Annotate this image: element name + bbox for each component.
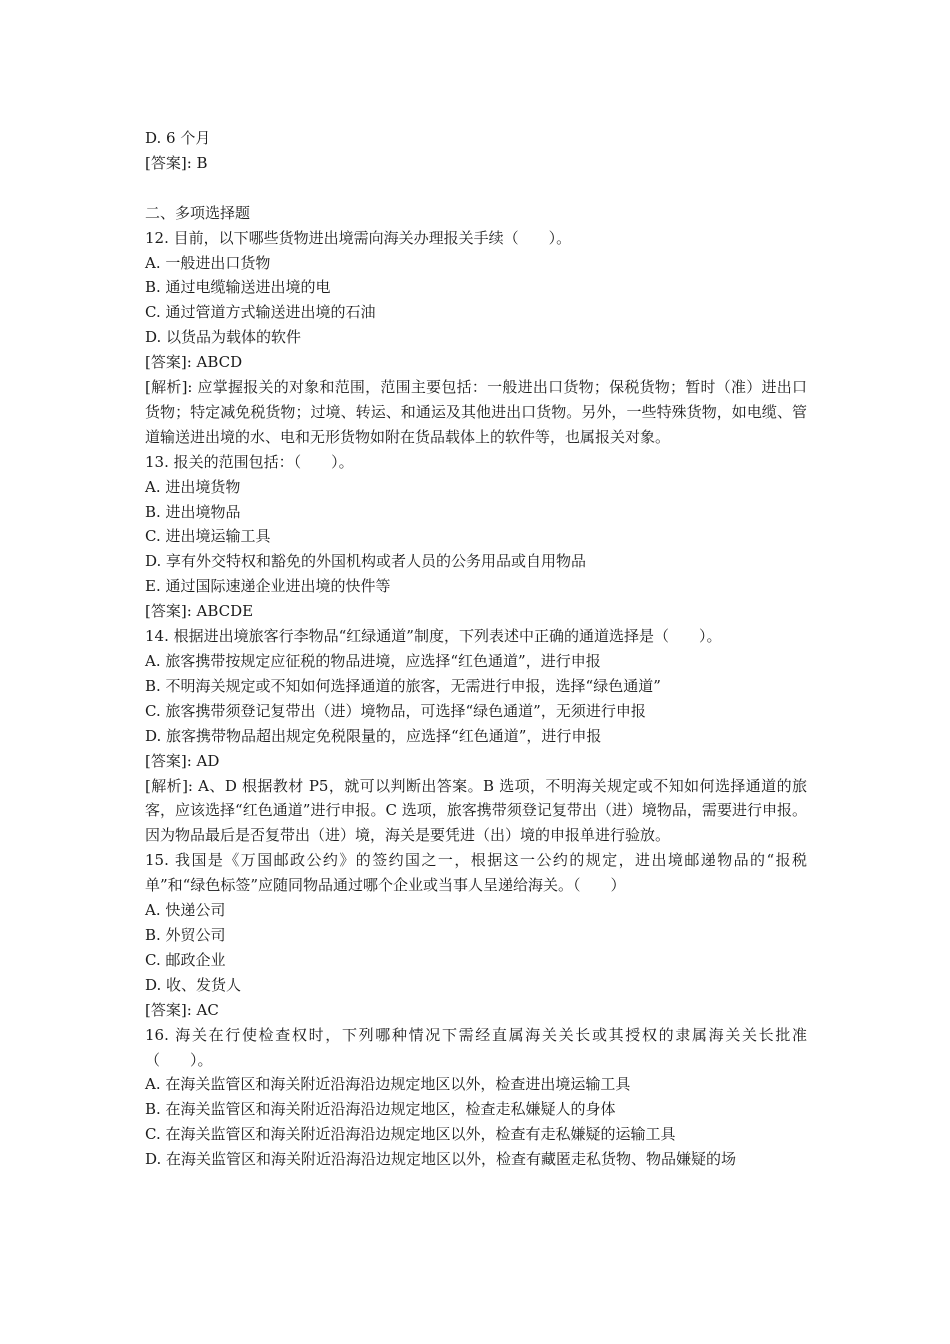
question-14-stem: 14. 根据进出境旅客行李物品“红绿通道”制度，下列表述中正确的通道选择是（ ）。	[145, 627, 722, 646]
question-14-option-b: B. 不明海关规定或不知如何选择通道的旅客，无需进行申报，选择“绿色通道”	[145, 676, 661, 695]
question-14-answer: [答案]: AD	[145, 751, 220, 770]
question-16-option-a: A. 在海关监管区和海关附近沿海沿边规定地区以外，检查进出境运输工具	[145, 1075, 631, 1094]
question-12-option-d: D. 以货品为载体的软件	[145, 328, 302, 347]
question-16-option-d: D. 在海关监管区和海关附近沿海沿边规定地区以外，检查有藏匿走私货物、物品嫌疑的场	[145, 1150, 737, 1169]
question-14-option-c: C. 旅客携带须登记复带出（进）境物品，可选择“绿色通道”，无须进行申报	[145, 701, 646, 720]
question-13-option-b: B. 进出境物品	[145, 502, 241, 521]
blank-line	[145, 176, 807, 201]
question-16-option-c: C. 在海关监管区和海关附近沿海沿边规定地区以外，检查有走私嫌疑的运输工具	[145, 1125, 676, 1144]
question-12-option-a: A. 一般进出口货物	[145, 253, 271, 272]
question-16-option-b: B. 在海关监管区和海关附近沿海沿边规定地区，检查走私嫌疑人的身体	[145, 1100, 616, 1119]
section-heading: 二、多项选择题	[145, 203, 251, 222]
question-14-option-d: D. 旅客携带物品超出规定免税限量的，应选择“红色通道”，进行申报	[145, 726, 602, 745]
question-13-answer: [答案]: ABCDE	[145, 602, 254, 621]
question-15-option-d: D. 收、发货人	[145, 975, 242, 994]
question-12-stem: 12. 目前，以下哪些货物进出境需向海关办理报关手续（ ）。	[145, 228, 572, 247]
document-page	[145, 126, 807, 1172]
question-15-answer: [答案]: AC	[145, 1000, 219, 1019]
question-13-option-e: E. 通过国际速递企业进出境的快件等	[145, 577, 391, 596]
question-14-option-a: A. 旅客携带按规定应征税的物品进境，应选择“红色通道”，进行申报	[145, 652, 601, 671]
question-15-stem: 15. 我国是《万国邮政公约》的签约国之一，根据这一公约的规定，进出境邮递物品的“报税单”和“绿色标签”应随同物品通过哪个企业或当事人呈递给海关。（ ）	[145, 851, 807, 895]
question-14-analysis: [解析]: A、D 根据教材 P5，就可以判断出答案。B 选项，不明海关规定或不知如何选择通道的旅客，应该选择“红色通道”进行申报。C 选项，旅客携带须登记复带出（进）境物品，需要进行申报。因为物品最后是否复带出（进）境，海关是要凭进（出）境的申报单进行验放。	[145, 776, 807, 845]
question-15-option-a: A. 快递公司	[145, 901, 226, 920]
question-12-option-c: C. 通过管道方式输送进出境的石油	[145, 303, 376, 322]
question-16-stem: 16. 海关在行使检查权时，下列哪种情况下需经直属海关关长或其授权的隶属海关关长批准（ ）。	[145, 1025, 807, 1069]
answer-q11: [答案]: B	[145, 153, 208, 172]
question-13-option-c: C. 进出境运输工具	[145, 527, 271, 546]
question-15-option-c: C. 邮政企业	[145, 950, 226, 969]
question-12-option-b: B. 通过电缆输送进出境的电	[145, 278, 331, 297]
question-13-option-d: D. 享有外交特权和豁免的外国机构或者人员的公务用品或自用物品	[145, 552, 587, 571]
question-12-analysis: [解析]: 应掌握报关的对象和范围，范围主要包括：一般进出口货物；保税货物；暂时（准）进出口货物；特定减免税货物；过境、转运、和通运及其他进出口货物。另外，一些特殊货物，如电缆、管道输送进出境的水、电和无形货物如附在货品载体上的软件等，也属报关对象。	[145, 378, 807, 446]
option-d-q11: D. 6 个月	[145, 129, 211, 147]
question-15-option-b: B. 外贸公司	[145, 925, 226, 944]
question-13-stem: 13. 报关的范围包括：（ ）。	[145, 452, 354, 471]
question-13-option-a: A. 进出境货物	[145, 477, 241, 496]
question-12-answer: [答案]: ABCD	[145, 353, 243, 372]
